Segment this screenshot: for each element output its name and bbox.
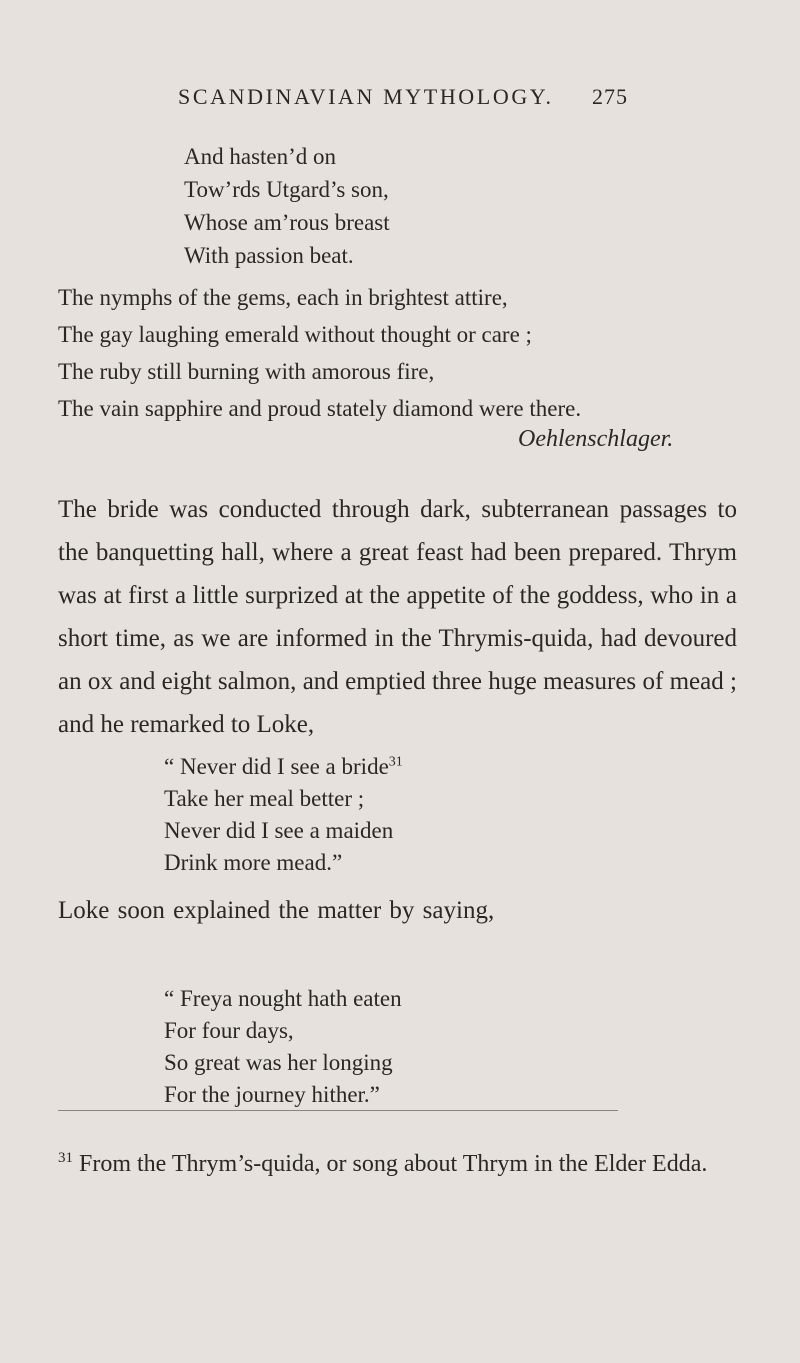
footnote bbox=[58, 1148, 737, 1180]
verse-line: Drink more mead.” bbox=[164, 850, 343, 875]
verse-line: Tow’rds Utgard’s son, bbox=[184, 177, 389, 202]
running-title: SCANDINAVIAN MYTHOLOGY. bbox=[178, 84, 554, 109]
verse-line: Take her meal better ; bbox=[164, 786, 365, 811]
verse-line: For the journey hither.” bbox=[164, 1082, 380, 1107]
verse-line: And hasten’d on bbox=[184, 144, 337, 169]
footnote-text: From the Thrym’s-quida, or song about Thrym in the Elder Edda. bbox=[79, 1151, 708, 1177]
verse-stanza-3 bbox=[164, 750, 403, 878]
verse-line: With passion beat. bbox=[184, 243, 354, 268]
verse-line: The nymphs of the gems, each in brightest attire, bbox=[58, 285, 508, 310]
verse-attribution: Oehlenschlager. bbox=[518, 426, 674, 452]
verse-line: The ruby still burning with amorous fire, bbox=[58, 359, 435, 384]
verse-line bbox=[164, 750, 403, 782]
verse-line: So great was her longing bbox=[164, 1050, 393, 1075]
verse-line: Never did I see a maiden bbox=[164, 818, 394, 843]
verse-line: For four days, bbox=[164, 1018, 294, 1043]
footnote-number: 31 bbox=[58, 1150, 73, 1166]
running-header bbox=[178, 84, 628, 110]
paragraph-2: Loke soon explained the matter by saying, bbox=[58, 897, 495, 924]
verse-line: The vain sapphire and proud stately diamond were there. bbox=[58, 396, 582, 421]
footnote-reference: 31 bbox=[388, 754, 403, 770]
verse-stanza-2 bbox=[58, 279, 581, 427]
page-number: 275 bbox=[592, 84, 628, 109]
paragraph-1: The bride was conducted through dark, subterranean passages to the banquetting hall, where a great feast had been prepared. Thrym was at first a little surprized at the appetite of the goddess, who in a short time, as we are informed in the Thrymis-quida, had devoured an ox and eight salmon, and emptied three huge measures of mead ; and he remarked to Loke, bbox=[58, 496, 737, 738]
footnote-divider bbox=[58, 1110, 618, 1111]
verse-stanza-4 bbox=[164, 982, 402, 1110]
verse-line-text: “ Never did I see a bride bbox=[164, 754, 389, 779]
verse-line: Whose am’rous breast bbox=[184, 210, 390, 235]
verse-stanza-1 bbox=[184, 140, 390, 272]
verse-line: “ Freya nought hath eaten bbox=[164, 986, 402, 1011]
verse-line: The gay laughing emerald without thought or care ; bbox=[58, 322, 532, 347]
